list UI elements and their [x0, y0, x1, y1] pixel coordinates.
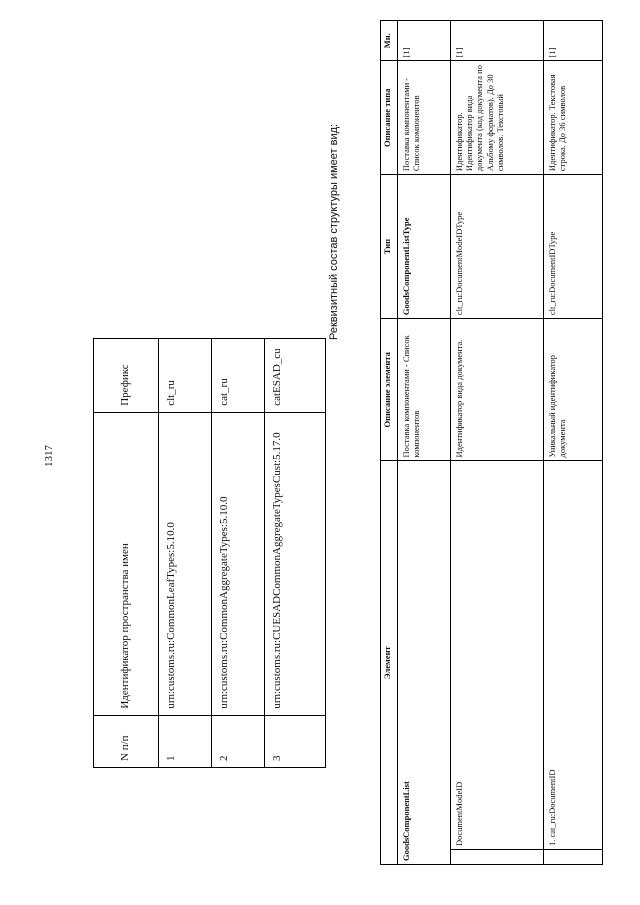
cell-type-desc: Поставка компонентами - Список компонентов: [398, 61, 451, 175]
cell-element: [544, 461, 603, 865]
cell-ns-id: urn:customs.ru:CommonAggregateTypes:5.10.0: [212, 412, 265, 715]
cell-type-desc: Идентификатор. Идентификатор вида документа (код документа по Альбому форматов). До 30 символов. Текстовый: [451, 61, 544, 175]
cell-type: GoodsComponentListType: [398, 175, 451, 319]
structure-table: [380, 20, 603, 865]
cell-prefix: cat_ru: [212, 339, 265, 413]
cell-element-desc: Уникальный идентификатор документа: [544, 319, 603, 461]
cell-mn: [1]: [544, 21, 603, 62]
cell-ns-id: urn:customs.ru:CommonLeafTypes:5.10.0: [159, 412, 212, 715]
table-row: [212, 339, 265, 768]
header-element: Элемент: [381, 461, 398, 865]
page-number: 1317: [43, 445, 55, 467]
header-type: Тип: [381, 175, 398, 319]
cell-element: GoodsComponentList: [398, 461, 451, 865]
structure-table-header: [381, 21, 398, 865]
header-num: N п/п: [94, 715, 159, 767]
cell-num: 1: [159, 715, 212, 767]
cell-ns-id: urn:customs.ru:CUESADCommonAggregateTypesCust:5.17.0: [265, 412, 326, 715]
cell-element: [451, 461, 544, 865]
cell-element-desc: Поставка компонентами - Список компонентов: [398, 319, 451, 461]
element-indent: 1. cat_ru:DocumentID: [544, 461, 602, 850]
cell-num: 3: [265, 715, 326, 767]
table-row: [544, 21, 603, 865]
cell-type: clt_ru:DocumentIDType: [544, 175, 603, 319]
namespace-table-header: [94, 339, 159, 768]
header-mn: Мн.: [381, 21, 398, 62]
table-row: [451, 21, 544, 865]
table-row: [265, 339, 326, 768]
cell-prefix: catESAD_cu: [265, 339, 326, 413]
header-prefix: Префикс: [94, 339, 159, 413]
element-indent: DocumentModeID: [451, 461, 543, 850]
header-ns-id: Идентификатор пространства имен: [94, 412, 159, 715]
cell-element-desc: Идентификатор вида документа.: [451, 319, 544, 461]
cell-mn: [1]: [451, 21, 544, 62]
table-row: [398, 21, 451, 865]
header-type-desc: Описание типа: [381, 61, 398, 175]
cell-mn: [1]: [398, 21, 451, 62]
header-element-desc: Описание элемента: [381, 319, 398, 461]
namespace-table: [93, 338, 326, 768]
cell-num: 2: [212, 715, 265, 767]
table-row: [159, 339, 212, 768]
structure-caption: Реквизитный состав структуры имеет вид:: [328, 123, 340, 340]
cell-prefix: clt_ru: [159, 339, 212, 413]
cell-type: clt_ru:DocumentModeIDType: [451, 175, 544, 319]
cell-type-desc: Идентификатор. Текстовая строка. До 36 символов: [544, 61, 603, 175]
